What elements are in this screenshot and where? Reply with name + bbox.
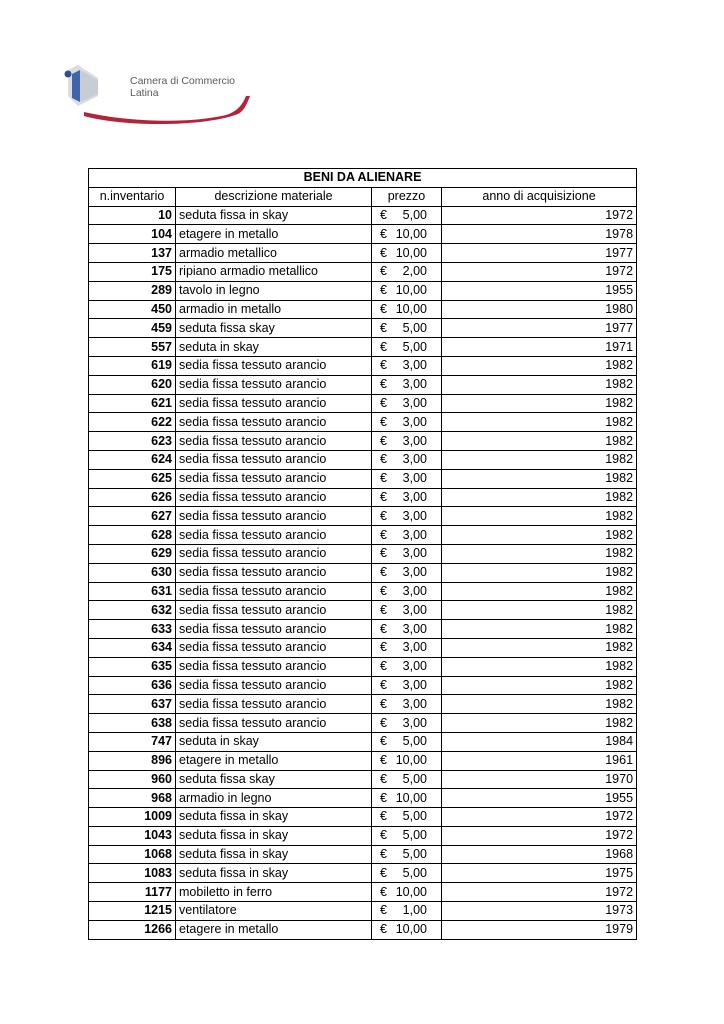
price-amount: 1,00 [402,903,427,918]
cell-anno: 1982 [442,601,637,620]
cell-anno: 1982 [442,544,637,563]
cell-inventario: 450 [89,300,176,319]
cell-anno: 1975 [442,864,637,883]
cell-prezzo [372,356,442,375]
table-row [89,507,637,526]
cell-descrizione: tavolo in legno [176,281,372,300]
cell-inventario: 637 [89,695,176,714]
currency-symbol: € [380,207,387,222]
cell-inventario: 624 [89,450,176,469]
cell-inventario: 633 [89,620,176,639]
table-row [89,883,637,902]
cell-anno: 1982 [442,657,637,676]
table-row [89,826,637,845]
currency-symbol: € [380,640,387,655]
cell-descrizione: sedia fissa tessuto arancio [176,450,372,469]
cell-inventario: 631 [89,582,176,601]
cell-inventario: 10 [89,206,176,225]
logo-line-1: Camera di Commercio [130,75,236,87]
cell-anno: 1961 [442,751,637,770]
cell-inventario: 636 [89,676,176,695]
cell-prezzo [372,826,442,845]
cell-inventario: 621 [89,394,176,413]
price-amount: 5,00 [402,847,427,862]
cell-anno: 1982 [442,714,637,733]
cell-inventario: 625 [89,469,176,488]
cell-inventario: 175 [89,262,176,281]
cell-prezzo [372,507,442,526]
logo-text [130,75,235,99]
cell-descrizione: seduta in skay [176,338,372,357]
price-amount: 10,00 [395,753,427,768]
cell-anno: 1982 [442,676,637,695]
camera-commercio-logo [58,62,254,126]
price-amount: 5,00 [402,771,427,786]
table-row [89,620,637,639]
cell-descrizione: armadio in legno [176,789,372,808]
cell-inventario: 634 [89,638,176,657]
currency-symbol: € [380,414,387,429]
cell-prezzo [372,845,442,864]
currency-symbol: € [380,283,387,298]
price-amount: 3,00 [402,377,427,392]
table-row [89,770,637,789]
cell-anno: 1980 [442,300,637,319]
table-row [89,714,637,733]
table-row [89,920,637,939]
cell-anno: 1982 [442,488,637,507]
price-amount: 5,00 [402,828,427,843]
price-amount: 3,00 [402,677,427,692]
cell-inventario: 630 [89,563,176,582]
cell-prezzo [372,601,442,620]
cell-descrizione: sedia fissa tessuto arancio [176,526,372,545]
cell-anno: 1982 [442,356,637,375]
cell-inventario: 627 [89,507,176,526]
currency-symbol: € [380,377,387,392]
header-inventario: n.inventario [89,187,176,206]
cell-inventario: 635 [89,657,176,676]
price-amount: 3,00 [402,583,427,598]
cell-inventario: 1266 [89,920,176,939]
price-amount: 3,00 [402,565,427,580]
cell-descrizione: seduta fissa skay [176,319,372,338]
cell-descrizione: ventilatore [176,902,372,921]
cell-inventario: 1043 [89,826,176,845]
currency-symbol: € [380,621,387,636]
cell-inventario: 620 [89,375,176,394]
table-row [89,864,637,883]
table-row [89,902,637,921]
table-row [89,695,637,714]
price-amount: 10,00 [395,301,427,316]
price-amount: 5,00 [402,207,427,222]
cell-descrizione: seduta fissa in skay [176,206,372,225]
table-row [89,544,637,563]
currency-symbol: € [380,922,387,937]
cell-anno: 1971 [442,338,637,357]
currency-symbol: € [380,339,387,354]
table-title: BENI DA ALIENARE [89,169,637,188]
currency-symbol: € [380,452,387,467]
currency-symbol: € [380,884,387,899]
cell-anno: 1973 [442,902,637,921]
cell-descrizione: sedia fissa tessuto arancio [176,507,372,526]
cell-anno: 1982 [442,638,637,657]
cell-prezzo [372,582,442,601]
cell-prezzo [372,695,442,714]
beni-da-alienare-table [88,168,637,940]
cell-prezzo [372,732,442,751]
cell-inventario: 459 [89,319,176,338]
currency-symbol: € [380,715,387,730]
price-amount: 3,00 [402,602,427,617]
cell-prezzo [372,638,442,657]
cell-prezzo [372,864,442,883]
cell-prezzo [372,413,442,432]
cell-descrizione: sedia fissa tessuto arancio [176,469,372,488]
cell-inventario: 289 [89,281,176,300]
price-amount: 10,00 [395,283,427,298]
table-row [89,225,637,244]
cell-descrizione: mobiletto in ferro [176,883,372,902]
cell-prezzo [372,920,442,939]
currency-symbol: € [380,245,387,260]
currency-symbol: € [380,734,387,749]
header-prezzo: prezzo [372,187,442,206]
cell-inventario: 1009 [89,808,176,827]
currency-symbol: € [380,602,387,617]
price-amount: 3,00 [402,414,427,429]
cell-prezzo [372,450,442,469]
currency-symbol: € [380,696,387,711]
price-amount: 5,00 [402,339,427,354]
table-row [89,789,637,808]
price-amount: 3,00 [402,395,427,410]
cell-descrizione: sedia fissa tessuto arancio [176,676,372,695]
cell-prezzo [372,394,442,413]
table-row [89,657,637,676]
currency-symbol: € [380,226,387,241]
currency-symbol: € [380,565,387,580]
cell-prezzo [372,526,442,545]
currency-symbol: € [380,677,387,692]
table-row [89,432,637,451]
cell-inventario: 638 [89,714,176,733]
table-row [89,319,637,338]
currency-symbol: € [380,659,387,674]
cell-anno: 1982 [442,582,637,601]
cell-descrizione: sedia fissa tessuto arancio [176,563,372,582]
cell-prezzo [372,469,442,488]
cell-prezzo [372,319,442,338]
cell-anno: 1982 [442,450,637,469]
table-row [89,488,637,507]
currency-symbol: € [380,847,387,862]
table-row [89,751,637,770]
cell-anno: 1978 [442,225,637,244]
cell-prezzo [372,808,442,827]
table-row [89,244,637,263]
cell-inventario: 629 [89,544,176,563]
table-row [89,469,637,488]
cell-descrizione: seduta fissa skay [176,770,372,789]
table-row [89,262,637,281]
cell-inventario: 619 [89,356,176,375]
cell-inventario: 626 [89,488,176,507]
cell-inventario: 137 [89,244,176,263]
table-row [89,732,637,751]
cell-inventario: 896 [89,751,176,770]
cell-inventario: 960 [89,770,176,789]
cell-inventario: 1083 [89,864,176,883]
cell-descrizione: etagere in metallo [176,751,372,770]
price-amount: 2,00 [402,264,427,279]
table-row [89,582,637,601]
table-row [89,413,637,432]
cell-prezzo [372,620,442,639]
cell-anno: 1984 [442,732,637,751]
cell-descrizione: sedia fissa tessuto arancio [176,544,372,563]
price-amount: 3,00 [402,546,427,561]
cell-inventario: 623 [89,432,176,451]
currency-symbol: € [380,471,387,486]
price-amount: 10,00 [395,884,427,899]
cell-anno: 1970 [442,770,637,789]
currency-symbol: € [380,301,387,316]
currency-symbol: € [380,753,387,768]
table-row [89,563,637,582]
cell-descrizione: sedia fissa tessuto arancio [176,432,372,451]
table-row [89,206,637,225]
cell-descrizione: sedia fissa tessuto arancio [176,714,372,733]
price-amount: 10,00 [395,922,427,937]
table-row [89,808,637,827]
cell-descrizione: sedia fissa tessuto arancio [176,413,372,432]
cell-anno: 1982 [442,432,637,451]
cell-inventario: 628 [89,526,176,545]
cell-anno: 1955 [442,281,637,300]
cell-anno: 1982 [442,507,637,526]
price-amount: 3,00 [402,527,427,542]
table-row [89,676,637,695]
cell-prezzo [372,338,442,357]
cell-prezzo [372,676,442,695]
cell-descrizione: seduta fissa in skay [176,808,372,827]
currency-symbol: € [380,358,387,373]
cell-descrizione: sedia fissa tessuto arancio [176,582,372,601]
cell-descrizione: sedia fissa tessuto arancio [176,356,372,375]
cell-anno: 1977 [442,244,637,263]
price-amount: 10,00 [395,245,427,260]
price-amount: 3,00 [402,640,427,655]
table-row [89,601,637,620]
cell-anno: 1982 [442,563,637,582]
currency-symbol: € [380,903,387,918]
price-amount: 3,00 [402,489,427,504]
cell-prezzo [372,206,442,225]
price-amount: 5,00 [402,809,427,824]
currency-symbol: € [380,790,387,805]
cell-prezzo [372,375,442,394]
currency-symbol: € [380,828,387,843]
table-header-row [89,187,637,206]
price-amount: 3,00 [402,659,427,674]
price-amount: 3,00 [402,471,427,486]
cell-prezzo [372,657,442,676]
currency-symbol: € [380,527,387,542]
currency-symbol: € [380,546,387,561]
cell-anno: 1968 [442,845,637,864]
cell-descrizione: sedia fissa tessuto arancio [176,394,372,413]
cell-descrizione: sedia fissa tessuto arancio [176,620,372,639]
cell-anno: 1955 [442,789,637,808]
cell-inventario: 104 [89,225,176,244]
cell-prezzo [372,789,442,808]
cell-inventario: 557 [89,338,176,357]
cell-anno: 1972 [442,206,637,225]
currency-symbol: € [380,320,387,335]
cell-descrizione: etagere in metallo [176,225,372,244]
cell-descrizione: armadio metallico [176,244,372,263]
currency-symbol: € [380,865,387,880]
cell-descrizione: sedia fissa tessuto arancio [176,657,372,676]
cell-prezzo [372,902,442,921]
currency-symbol: € [380,771,387,786]
cell-inventario: 1177 [89,883,176,902]
cell-anno: 1972 [442,262,637,281]
table-row [89,450,637,469]
table-row [89,356,637,375]
cell-descrizione: seduta fissa in skay [176,864,372,883]
cell-descrizione: seduta fissa in skay [176,845,372,864]
cell-inventario: 622 [89,413,176,432]
table-row [89,394,637,413]
cell-prezzo [372,770,442,789]
cell-anno: 1972 [442,808,637,827]
cell-inventario: 747 [89,732,176,751]
currency-symbol: € [380,395,387,410]
cell-descrizione: sedia fissa tessuto arancio [176,638,372,657]
table-row [89,375,637,394]
cell-prezzo [372,751,442,770]
cell-inventario: 968 [89,789,176,808]
price-amount: 3,00 [402,433,427,448]
cell-inventario: 632 [89,601,176,620]
price-amount: 3,00 [402,358,427,373]
table-title-row [89,169,637,188]
cell-descrizione: seduta in skay [176,732,372,751]
cell-prezzo [372,544,442,563]
cell-anno: 1977 [442,319,637,338]
cell-anno: 1972 [442,826,637,845]
cell-prezzo [372,714,442,733]
table-row [89,281,637,300]
cell-descrizione: ripiano armadio metallico [176,262,372,281]
price-amount: 10,00 [395,226,427,241]
cell-anno: 1982 [442,526,637,545]
header-anno: anno di acquisizione [442,187,637,206]
cell-prezzo [372,432,442,451]
cell-anno: 1982 [442,413,637,432]
price-amount: 5,00 [402,320,427,335]
cell-descrizione: armadio in metallo [176,300,372,319]
table-row [89,638,637,657]
table-row [89,300,637,319]
cell-prezzo [372,225,442,244]
cell-inventario: 1068 [89,845,176,864]
cell-descrizione: sedia fissa tessuto arancio [176,375,372,394]
cell-prezzo [372,300,442,319]
logo-line-2: Latina [130,87,159,99]
table-row [89,845,637,864]
currency-symbol: € [380,264,387,279]
cell-descrizione: sedia fissa tessuto arancio [176,601,372,620]
cell-prezzo [372,563,442,582]
price-amount: 5,00 [402,865,427,880]
cell-anno: 1982 [442,394,637,413]
cell-prezzo [372,488,442,507]
price-amount: 3,00 [402,621,427,636]
cell-descrizione: etagere in metallo [176,920,372,939]
price-amount: 5,00 [402,734,427,749]
cell-descrizione: sedia fissa tessuto arancio [176,488,372,507]
currency-symbol: € [380,433,387,448]
cell-anno: 1982 [442,469,637,488]
table-row [89,338,637,357]
table-row [89,526,637,545]
currency-symbol: € [380,809,387,824]
price-amount: 10,00 [395,790,427,805]
cell-anno: 1982 [442,695,637,714]
cell-anno: 1982 [442,375,637,394]
header-descrizione: descrizione materiale [176,187,372,206]
price-amount: 3,00 [402,715,427,730]
cell-inventario: 1215 [89,902,176,921]
cell-descrizione: sedia fissa tessuto arancio [176,695,372,714]
cell-anno: 1982 [442,620,637,639]
price-amount: 3,00 [402,508,427,523]
cell-anno: 1979 [442,920,637,939]
cell-prezzo [372,281,442,300]
cell-prezzo [372,883,442,902]
cell-descrizione: seduta fissa in skay [176,826,372,845]
currency-symbol: € [380,508,387,523]
cell-prezzo [372,244,442,263]
cell-anno: 1972 [442,883,637,902]
currency-symbol: € [380,583,387,598]
cell-prezzo [372,262,442,281]
price-amount: 3,00 [402,452,427,467]
price-amount: 3,00 [402,696,427,711]
currency-symbol: € [380,489,387,504]
